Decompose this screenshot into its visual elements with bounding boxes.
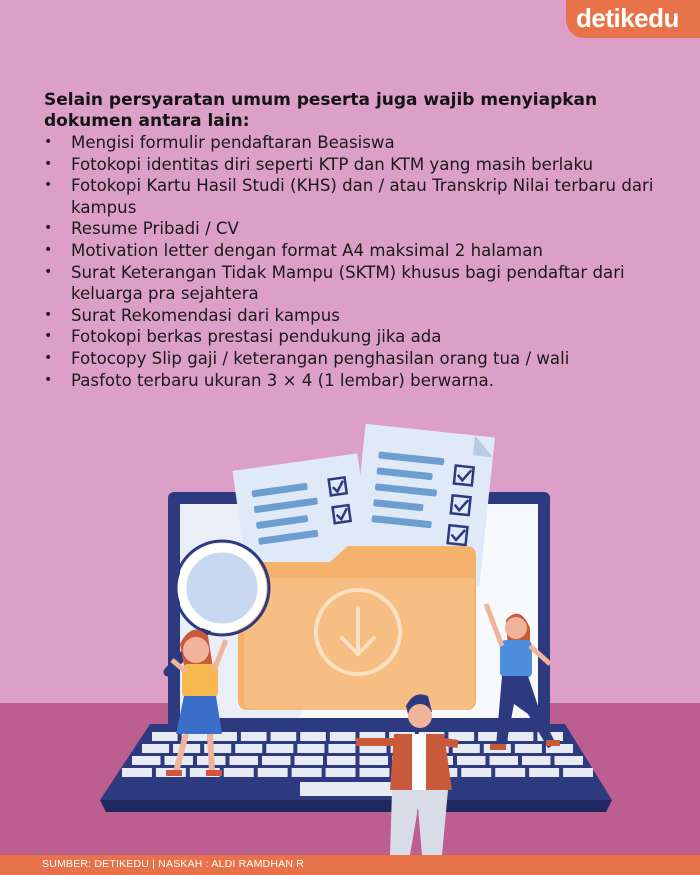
list-item: [44, 348, 674, 370]
keyboard-key: [122, 768, 152, 777]
list-item: [44, 326, 674, 348]
keyboard-key: [515, 744, 542, 753]
keyboard-key: [300, 732, 326, 741]
bullet-icon: •: [44, 177, 53, 194]
list-item: [44, 218, 674, 240]
keyboard-key: [326, 768, 356, 777]
list-item: [44, 154, 674, 176]
keyboard-key: [271, 732, 297, 741]
list-item: [44, 262, 674, 305]
list-item-text: Mengisi formulir pendaftaran Beasiswa: [71, 133, 395, 152]
list-item-text: Fotokopi identitas diri seperti KTP dan KTM yang masih berlaku: [71, 154, 594, 174]
bullet-icon: •: [44, 349, 53, 366]
keyboard-key: [295, 756, 324, 765]
keyboard-key: [142, 744, 169, 753]
keyboard-key: [495, 768, 525, 777]
keyboard-key: [235, 744, 262, 753]
list-item-text: Resume Pribadi / CV: [71, 219, 239, 239]
keyboard-key: [173, 744, 200, 753]
bullet-icon: •: [44, 306, 53, 323]
list-item: [44, 370, 674, 392]
keyboard-key: [490, 756, 519, 765]
bullet-icon: •: [44, 134, 53, 150]
keyboard-key: [132, 756, 161, 765]
list-item: [44, 132, 674, 154]
bullet-icon: •: [44, 328, 53, 345]
keyboard-key: [258, 768, 288, 777]
keyboard-key: [266, 744, 293, 753]
list-item-text: Surat Rekomendasi dari kampus: [71, 305, 340, 325]
keyboard-key: [327, 756, 356, 765]
keyboard-key: [224, 768, 254, 777]
bullet-icon: •: [44, 263, 53, 280]
laptop-documents-illustration: [0, 420, 700, 855]
keyboard-key: [262, 756, 291, 765]
bullet-icon: •: [44, 155, 53, 172]
keyboard-key: [297, 744, 324, 753]
list-item-text: Fotocopy Slip gaji / keterangan penghasilan orang tua / wali: [71, 348, 570, 368]
logo-text: detikedu: [576, 3, 679, 33]
list-item: [44, 240, 674, 262]
keyboard-key: [360, 756, 389, 765]
list-item-text: Fotokopi berkas prestasi pendukung jika ada: [71, 327, 442, 347]
bullet-icon: •: [44, 371, 53, 388]
list-item: [44, 175, 674, 218]
keyboard-key: [522, 756, 551, 765]
keyboard-key: [457, 756, 486, 765]
keyboard-key: [360, 768, 390, 777]
keyboard-key: [330, 732, 356, 741]
keyboard-key: [292, 768, 322, 777]
bullet-icon: •: [44, 241, 53, 258]
keyboard-key: [555, 756, 584, 765]
bullet-icon: •: [44, 220, 53, 237]
keyboard-key: [230, 756, 259, 765]
list-item: [44, 305, 674, 327]
keyboard-key: [328, 744, 355, 753]
folder-icon: [238, 546, 476, 710]
intro-text: Selain persyaratan umum peserta juga wajib menyiapkan dokumen antara lain:: [44, 90, 598, 131]
keyboard-key: [241, 732, 267, 741]
requirements-list: [44, 132, 674, 391]
keyboard-key: [508, 732, 534, 741]
keyboard-key: [529, 768, 559, 777]
list-item-text: Pasfoto terbaru ukuran 3 × 4 (1 lembar) berwarna.: [71, 370, 494, 390]
list-item-text: Surat Keterangan Tidak Mampu (SKTM) khusus bagi pendaftar dari keluarga pra sejahtera: [71, 262, 625, 304]
keyboard-key: [152, 732, 178, 741]
keyboard-key: [563, 768, 593, 777]
keyboard-key: [461, 768, 491, 777]
list-item-text: Motivation letter dengan format A4 maksimal 2 halaman: [71, 240, 543, 260]
list-item-text: Fotokopi Kartu Hasil Studi (KHS) dan / atau Transkrip Nilai terbaru dari kampus: [71, 176, 654, 217]
source-credit: SUMBER: DETIKEDU | NASKAH : ALDI RAMDHAN R: [42, 858, 305, 870]
